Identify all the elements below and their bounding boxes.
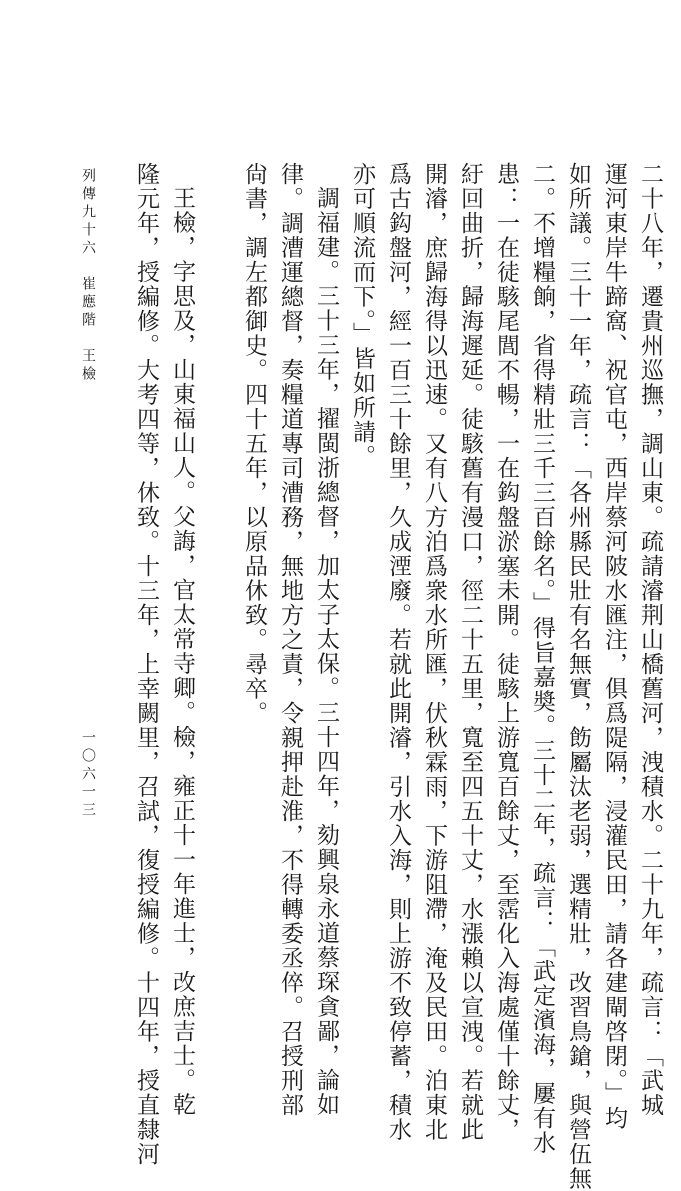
- page-number: 一〇六一三: [80, 730, 96, 820]
- running-header: 列傳九十六 崔應階 王檢: [80, 168, 96, 384]
- text-column: 運河東岸牛蹄窩、祝官屯，西岸蔡河陂水匯注，俱爲隄隔，浸灌民田，請各建閘啓閉。」均: [601, 162, 627, 1131]
- text-column: 調福建。三十三年，擢閩浙總督，加太子太保。三十四年，劾興泉永道蔡琛貪鄙，論如: [313, 186, 339, 1117]
- text-column: 亦可順流而下。」皆如所請。: [349, 162, 375, 469]
- text-column: 開濬，庶歸海得以迅速。又有八方泊爲衆水所匯，伏秋霖雨，下游阻滯，淹及民田。泊東北: [421, 162, 447, 1142]
- text-column: 二。不增糧餉，省得精壯三千三百餘名。」得旨嘉奬。三十二年，疏言：「武定濱海，屢有水: [529, 162, 555, 1155]
- text-column: 尙書，調左都御史。四十五年，以原品休致。尋卒。: [241, 162, 267, 726]
- text-column: 隆元年，授編修。大考四等，休致。十三年，上幸闕里，召試，復授編修。十四年，授直隸河: [133, 162, 159, 1167]
- text-column: 律。調漕運總督，奏糧道專司漕務，無地方之責，令親押赴淮，不得轉委丞倅。召授刑部: [277, 162, 303, 1118]
- text-column: 二十八年，遷貴州巡撫，調山東。疏請濬荆山橋舊河，洩積水。二十九年，疏言：「武城: [637, 162, 663, 1118]
- text-column: 如所議。三十一年，疏言：「各州縣民壯有名無實，飭屬汰老弱，選精壯，改習鳥鎗，與營伍無: [565, 162, 591, 1191]
- text-column: 王檢，字思及，山東福山人。父誨，官太常寺卿。檢，雍正十一年進士，改庶吉士。乾: [169, 186, 195, 1117]
- text-column: 患：一在徒駭尾閭不暢，一在鈎盤淤塞未開。徒駭上游寬百餘丈，至霑化入海處僅十餘丈，: [493, 162, 519, 1142]
- text-column: 爲古鈎盤河，經一百三十餘里，久成湮廢。若就此開濬，引水入海，則上游不致停蓄，積水: [385, 162, 411, 1142]
- text-column: 紆回曲折，歸海遲延。徒駭舊有漫口，徑二十五里，寬至四五十丈，水漲賴以宣洩。若就此: [457, 162, 483, 1142]
